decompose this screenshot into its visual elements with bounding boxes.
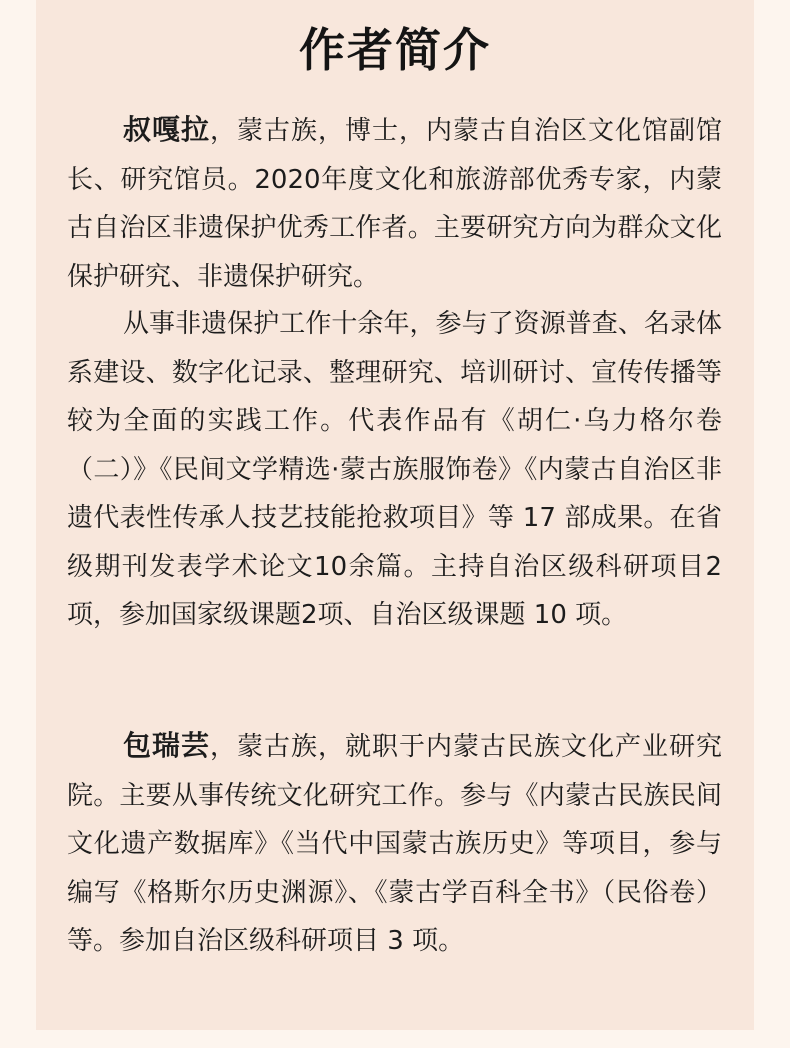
author-bio-paragraph — [67, 722, 722, 966]
author-bio-text: ，蒙古族，就职于内蒙古民族文化产业研究院。主要从事传统文化研究工作。参与《内蒙古民族民间文化遗产数据库》《当代中国蒙古族历史》等项目，参与编写《格斯尔历史渊源》、《蒙古学百科全书》（民俗卷）等。参加自治区级科研项目 3 项。 — [67, 732, 722, 956]
author-bio-text: ，蒙古族，博士，内蒙古自治区文化馆副馆长、研究馆员。2020年度文化和旅游部优秀专家，内蒙古自治区非遗保护优秀工作者。主要研究方向为群众文化保护研究、非遗保护研究。 — [67, 116, 722, 292]
page-title: 作者简介 — [299, 23, 491, 77]
author-work-paragraph: 从事非遗保护工作十余年，参与了资源普查、名录体系建设、数字化记录、整理研究、培训研讨、宣传传播等较为全面的实践工作。代表作品有《胡仁·乌力格尔卷（二）》《民间文学精选·蒙古族服饰卷》《内蒙古自治区非遗代表性传承人技艺技能抢救项目》等 17 部成果。在省级期刊发表学术论文10余篇。主持自治区级科研项目2项，参加国家级课题2项、自治区级课题 10 项。 — [67, 309, 722, 630]
author-name: 叔嘎拉 — [123, 113, 210, 146]
author-bio-paragraph — [67, 106, 722, 301]
author-name: 包瑞芸 — [123, 729, 210, 762]
